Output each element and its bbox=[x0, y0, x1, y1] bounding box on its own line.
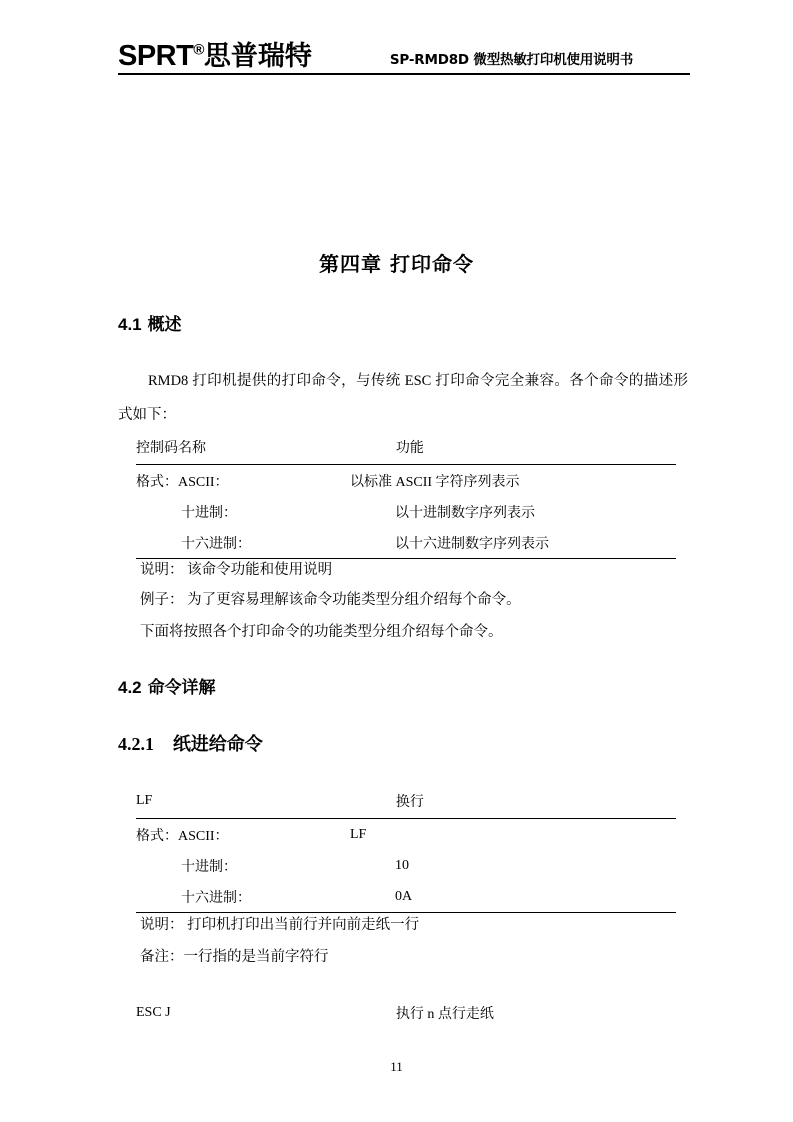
row-value: 以标准 ASCII 字符序列表示 bbox=[350, 474, 520, 490]
row-name: 十进制： bbox=[181, 505, 237, 521]
lf-header-function: 换行 bbox=[395, 795, 424, 810]
row-value: 以十进制数字序列表示 bbox=[395, 505, 535, 521]
format-description-table bbox=[136, 430, 676, 559]
lf-command-table bbox=[136, 784, 676, 913]
table-row bbox=[136, 881, 676, 912]
table-header-row bbox=[136, 430, 676, 464]
esc-j-name: ESC J bbox=[136, 1005, 171, 1020]
page-number: 11 bbox=[390, 1059, 403, 1074]
row-name: 十进制： bbox=[181, 859, 237, 875]
header-content bbox=[118, 33, 690, 71]
heading-4-2-1-label: 纸进给命令 bbox=[172, 734, 263, 755]
page-header bbox=[118, 33, 690, 75]
heading-4-2-1-number: 4.2.1 bbox=[118, 734, 154, 754]
row-name: 十六进制： bbox=[181, 536, 251, 552]
row-value: 10 bbox=[395, 857, 409, 873]
lf-note-beizhu: 备注：一行指的是当前字符行 bbox=[140, 949, 329, 965]
row-value: LF bbox=[350, 826, 367, 842]
lf-note-shuoming: 说明： 打印机打印出当前行并向前走纸一行 bbox=[140, 917, 420, 933]
row-value: 0A bbox=[395, 888, 413, 904]
registered-trademark-icon: ® bbox=[193, 41, 204, 59]
heading-4-2-label: 命令详解 bbox=[147, 678, 216, 698]
table-row bbox=[136, 527, 676, 558]
company-logo bbox=[118, 42, 312, 71]
row-value: 以十六进制数字序列表示 bbox=[395, 536, 549, 552]
esc-j-function: 执行 n 点行走纸 bbox=[395, 1007, 494, 1022]
format-note-summary: 下面将按照各个打印命令的功能类型分组介绍每个命令。 bbox=[140, 624, 503, 640]
intro-paragraph bbox=[118, 364, 688, 432]
table-row bbox=[136, 496, 676, 527]
header-divider bbox=[118, 73, 690, 75]
heading-4-2 bbox=[118, 673, 216, 698]
logo-latin-text: SPRT bbox=[118, 40, 194, 72]
table-row bbox=[136, 850, 676, 881]
header-document-title: SP-RMD8D 微型热敏打印机使用说明书 bbox=[389, 52, 634, 68]
row-name: 十六进制： bbox=[181, 890, 251, 906]
heading-4-2-number: 4.2 bbox=[118, 678, 142, 697]
heading-4-1 bbox=[118, 310, 182, 335]
logo-chinese-text: 思普瑞特 bbox=[203, 41, 312, 72]
heading-4-1-number: 4.1 bbox=[118, 315, 142, 334]
lf-header-name: LF bbox=[136, 793, 153, 808]
table-header-name: 控制码名称 bbox=[136, 441, 206, 456]
table-header-row bbox=[136, 784, 676, 818]
format-note-lizi: 例子： 为了更容易理解该命令功能类型分组介绍每个命令。 bbox=[140, 592, 521, 608]
heading-4-1-label: 概述 bbox=[147, 315, 182, 335]
row-name: 格式：ASCII： bbox=[136, 474, 229, 490]
table-row bbox=[136, 465, 676, 496]
table-row bbox=[136, 819, 676, 850]
table-header-function: 功能 bbox=[395, 441, 424, 456]
format-note-shuoming: 说明： 该命令功能和使用说明 bbox=[140, 562, 333, 578]
esc-j-command-row bbox=[136, 1003, 676, 1023]
heading-4-2-1 bbox=[118, 730, 263, 756]
row-name: 格式：ASCII： bbox=[136, 828, 229, 844]
chapter-title: 第四章 打印命令 bbox=[319, 252, 474, 276]
intro-paragraph-text: RMD8 打印机提供的打印命令，与传统 ESC 打印命令完全兼容。各个命令的描述形式如下： bbox=[118, 373, 688, 423]
